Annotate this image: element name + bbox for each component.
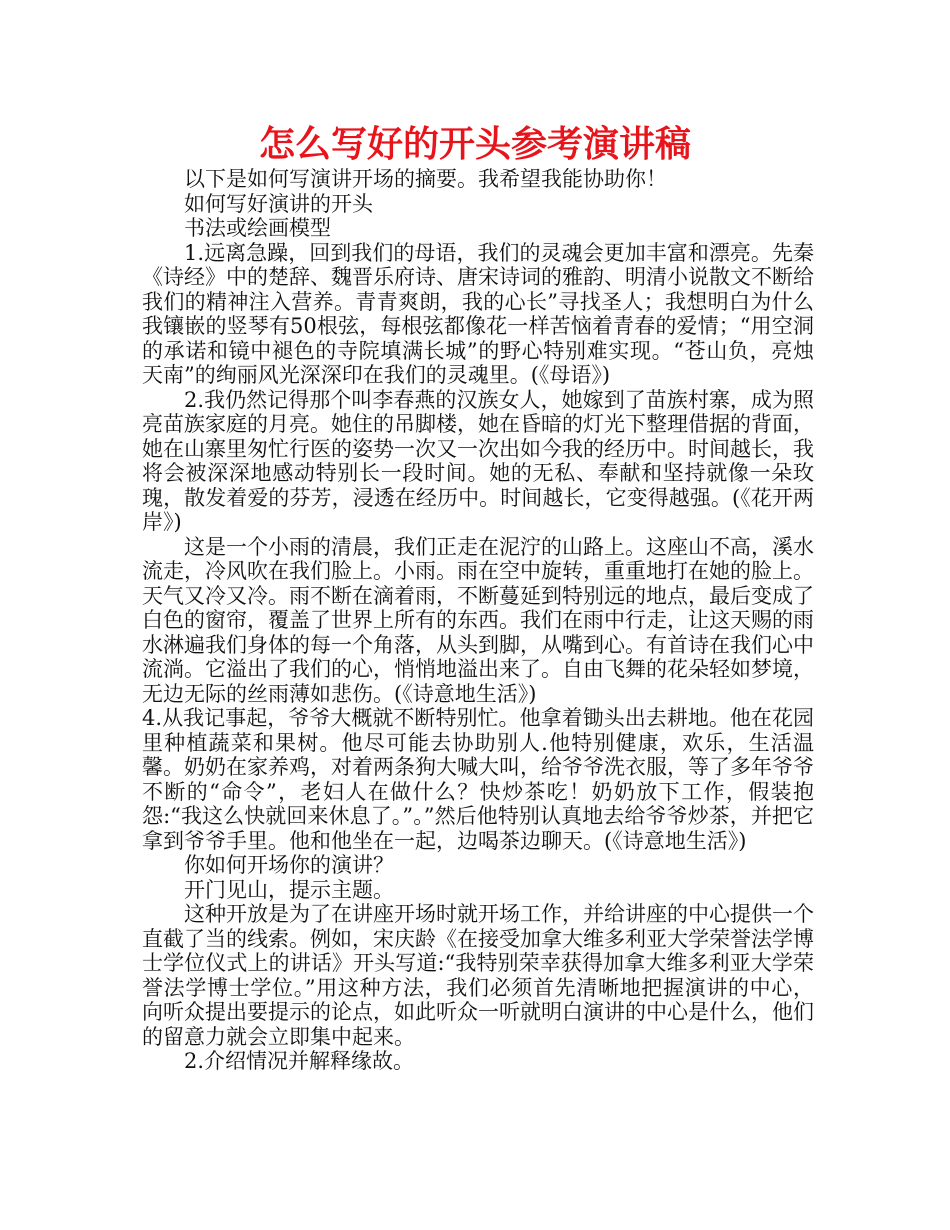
document-title: 怎么写好的开头参考演讲稿	[258, 124, 691, 165]
example-paragraph-1: 1.远离急躁，回到我们的母语，我们的灵魂会更加丰富和漂亮。先秦《诗经》中的楚辞、魏晋乐府诗、唐宋诗词的雅韵、明清小说散文不断给我们的精神注入营养。青青爽朗，我的心长”寻找圣人；我想明白为什么我镶嵌的竖琴有50根弦，每根弦都像花一样苦恼着青春的爱情；“用空洞的承诺和镜中褪色的寺院填满长城”的野心特别难实现。“苍山负，亮烛天南”的绚丽风光深深印在我们的灵魂里。(《母语》)	[142, 240, 814, 387]
document-body	[142, 167, 814, 1074]
method-line-1: 开门见山，提示主题。	[184, 877, 394, 902]
heading-line: 如何写好演讲的开头	[184, 191, 373, 216]
question-line: 你如何开场你的演讲？	[184, 853, 394, 877]
intro-paragraph: 以下是如何写演讲开场的摘要。我希望我能协助你！	[184, 167, 667, 191]
example-paragraph-4: 4.从我记事起，爷爷大概就不断特别忙。他拿着锄头出去耕地。他在花园里种植蔬菜和果树。他尽可能去协助别人.他特别健康，欢乐，生活温馨。奶奶在家养鸡，对着两条狗大喊大叫，给爷爷洗衣服，等了多年爷爷不断的“命令”，老妇人在做什么？快炒茶吃！奶奶放下工作，假装抱怨:“我这么快就回来休息了。”。”然后他特别认真地去给爷爷炒茶，并把它拿到爷爷手里。他和他坐在一起，边喝茶边聊天。(《诗意地生活》)	[142, 706, 814, 853]
example-paragraph-3: 这是一个小雨的清晨，我们正走在泥泞的山路上。这座山不高，溪水流走，冷风吹在我们脸上。小雨。雨在空中旋转，重重地打在她的脸上。天气又冷又冷。雨不断在滴着雨，不断蔓延到特别远的地点，最后变成了白色的窗帘，覆盖了世界上所有的东西。我们在雨中行走，让这天赐的雨水淋遍我们身体的每一个角落，从头到脚，从嘴到心。有首诗在我们心中流淌。它溢出了我们的心，悄悄地溢出来了。自由飞舞的花朵轻如梦境，无边无际的丝雨薄如悲伤。(《诗意地生活》)	[142, 534, 814, 706]
subheading-line: 书法或绘画模型	[184, 216, 331, 240]
method-line-2: 2.介绍情况并解释缘故。	[184, 1049, 415, 1073]
example-paragraph-2: 2.我仍然记得那个叫李春燕的汉族女人，她嫁到了苗族村寨，成为照亮苗族家庭的月亮。她住的吊脚楼，她在昏暗的灯光下整理借据的背面，她在山寨里匆忙行医的姿势一次又一次出如今我的经历中。时间越长，我将会被深深地感动特别长一段时间。她的无私、奉献和坚持就像一朵玫瑰，散发着爱的芬芳，浸透在经历中。时间越长，它变得越强。(《花开两岸》)	[142, 387, 814, 534]
method-paragraph: 这种开放是为了在讲座开场时就开场工作，并给讲座的中心提供一个直截了当的线索。例如，宋庆龄《在接受加拿大维多利亚大学荣誉法学博士学位仪式上的讲话》开头写道:“我特别荣幸获得加拿大维多利亚大学荣誉法学博士学位。”用这种方法，我们必须首先清晰地把握演讲的中心，向听众提出要提示的论点，如此听众一听就明白演讲的中心是什么，他们的留意力就会立即集中起来。	[142, 902, 814, 1049]
